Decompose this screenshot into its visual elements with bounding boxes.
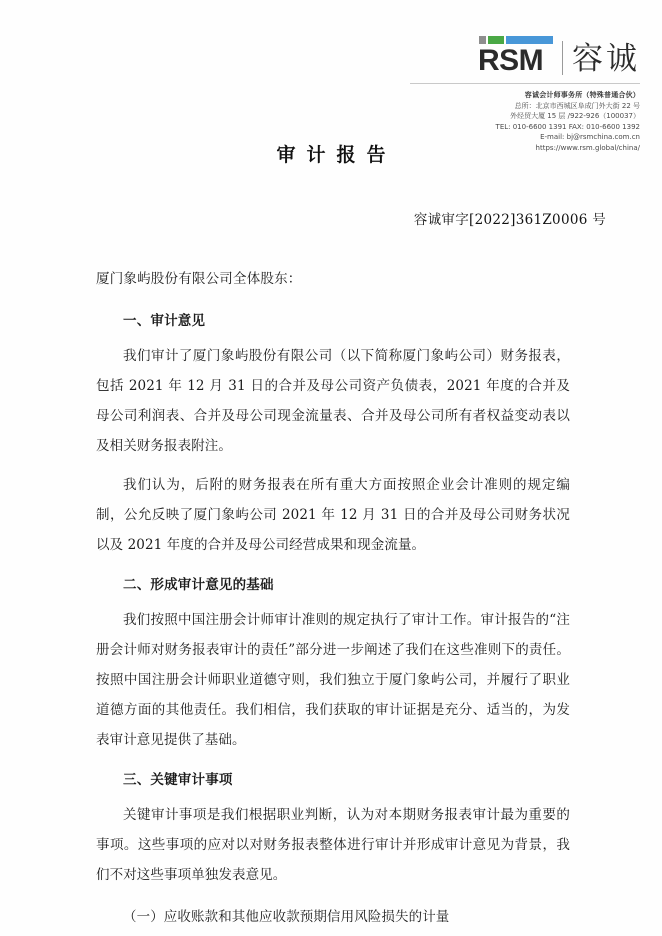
document-number: 容诚审字[2022]361Z0006 号: [413, 212, 606, 228]
logo-bar-gray-icon: [479, 36, 486, 44]
section-3-subheading-1: （一）应收账款和其他应收款预期信用风险损失的计量: [123, 909, 450, 925]
letterhead: [410, 36, 640, 153]
address-line-1: 总所：北京市西城区阜成门外大街 22 号: [514, 101, 640, 110]
logo-bar-blue-icon: [506, 36, 553, 44]
document-body: [96, 268, 570, 932]
logo-latin-block: [478, 36, 553, 76]
logo-latin-text: RSM: [478, 44, 544, 77]
logo-bars-icon: [479, 36, 553, 44]
letterhead-rule: [410, 83, 640, 84]
logo-divider: [562, 41, 563, 75]
email-line: E-mail: bj@rsmchina.com.cn: [540, 133, 640, 141]
rsm-logo: [410, 36, 640, 76]
addressee: 厦门象屿股份有限公司全体股东：: [96, 271, 302, 287]
page-title: 审计报告: [276, 144, 397, 166]
section-1-paragraph-1: 我们审计了厦门象屿股份有限公司（以下简称厦门象屿公司）财务报表，包括 2021 年 12 月 31 日的合并及母公司资产负债表，2021 年度的合并及母公司利润表、合并及母公司现金流量表、合并及母公司所有者权益变动表以及相关财务报表附注。: [96, 348, 570, 454]
website-line: https://www.rsm.global/china/: [535, 143, 640, 152]
section-heading-3: 三、关键审计事项: [123, 772, 233, 788]
address-line-2: 外经贸大厦 15 层 /922-926（100037）: [510, 112, 640, 120]
section-1-paragraph-2: 我们认为，后附的财务报表在所有重大方面按照企业会计准则的规定编制，公允反映了厦门象屿公司 2021 年 12 月 31 日的合并及母公司财务状况以及 2021 年度的合并及母公司经营成果和现金流量。: [96, 477, 570, 553]
section-2-paragraph-1: 我们按照中国注册会计师审计准则的规定执行了审计工作。审计报告的“注册会计师对财务报表审计的责任”部分进一步阐述了我们在这些准则下的责任。按照中国注册会计师职业道德守则，我们独立于厦门象屿公司，并履行了职业道德方面的其他责任。我们相信，我们获取的审计证据是充分、适当的，为发表审计意见提供了基础。: [96, 612, 570, 748]
section-heading-1: 一、审计意见: [123, 313, 206, 329]
logo-bar-green-icon: [488, 36, 504, 44]
phone-line: TEL: 010-6600 1391 FAX: 010-6600 1392: [495, 122, 640, 131]
section-heading-2: 二、形成审计意见的基础: [123, 577, 274, 593]
logo-chinese-text: 容诚: [572, 41, 640, 77]
section-3-paragraph-1: 关键审计事项是我们根据职业判断，认为对本期财务报表审计最为重要的事项。这些事项的应对以对财务报表整体进行审计并形成审计意见为背景，我们不对这些事项单独发表意见。: [96, 807, 570, 883]
firm-name: 容诚会计师事务所（特殊普通合伙）: [524, 91, 640, 99]
